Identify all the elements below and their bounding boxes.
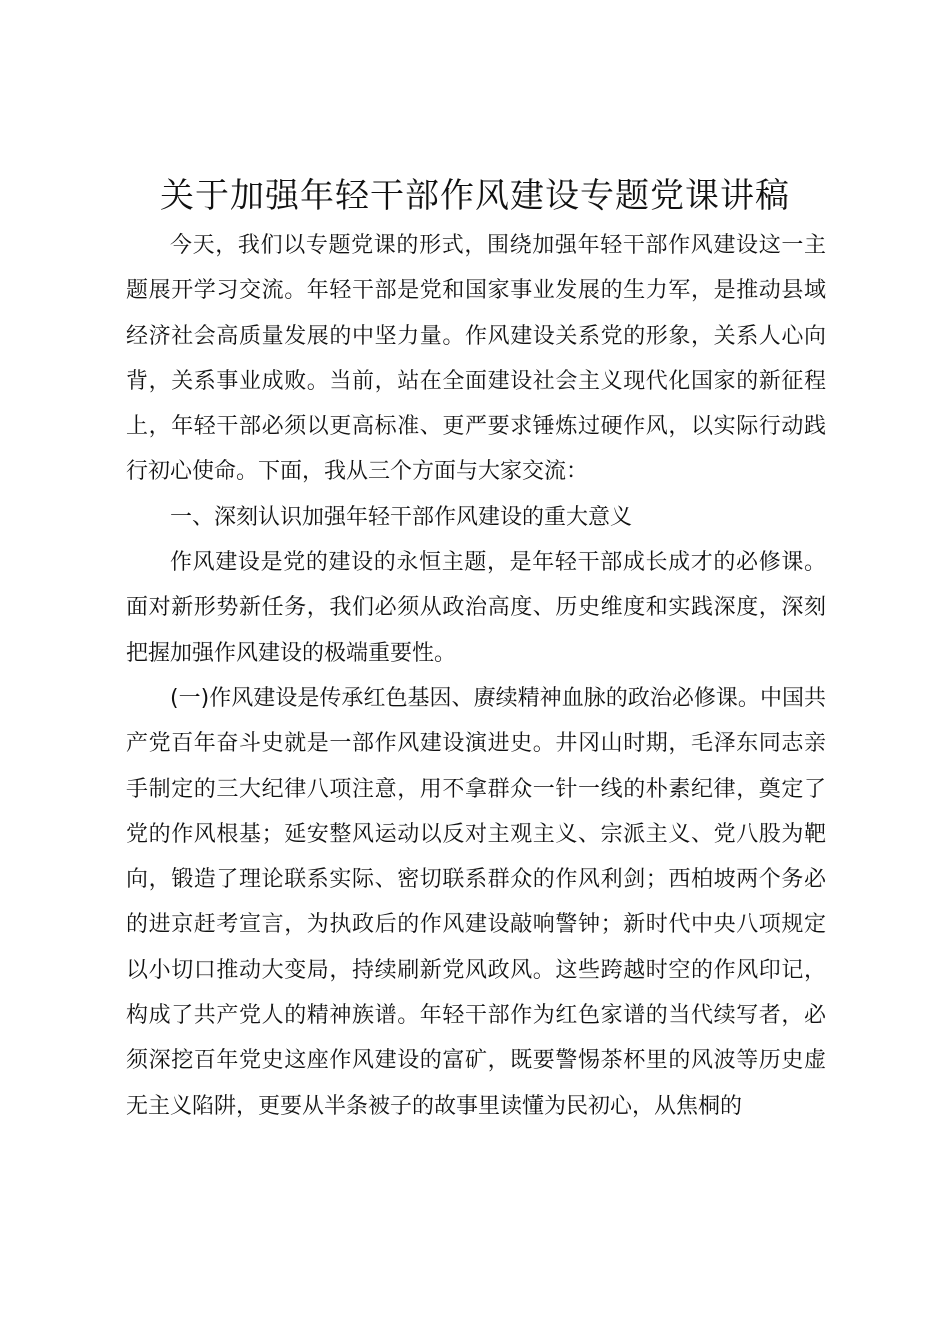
document-body [126, 223, 826, 1129]
section-heading-1: 一、深刻认识加强年轻干部作风建设的重大意义 [170, 504, 633, 530]
subsection-1-paragraph: (一)作风建设是传承红色基因、赓续精神血脉的政治必修课。中国共产党百年奋斗史就是一部作风建设演进史。井冈山时期，毛泽东同志亲手制定的三大纪律八项注意，用不拿群众一针一线的朴素纪律，奠定了党的作风根基；延安整风运动以反对主观主义、宗派主义、党八股为靶向，锻造了理论联系实际、密切联系群众的作风利剑；西柏坡两个务必的进京赶考宣言，为执政后的作风建设敲响警钟；新时代中央八项规定以小切口推动大变局，持续刷新党风政风。这些跨越时空的作风印记，构成了共产党人的精神族谱。年轻干部作为红色家谱的当代续写者，必须深挖百年党史这座作风建设的富矿，既要警惕茶杯里的风波等历史虚无主义陷阱，更要从半条被子的故事里读懂为民初心，从焦桐的 [126, 685, 826, 1119]
document-title: 关于加强年轻干部作风建设专题党课讲稿 [160, 176, 790, 216]
intro-paragraph: 今天，我们以专题党课的形式，围绕加强年轻干部作风建设这一主题展开学习交流。年轻干部是党和国家事业发展的生力军，是推动县域经济社会高质量发展的中坚力量。作风建设关系党的形象，关系人心向背，关系事业成败。当前，站在全面建设社会主义现代化国家的新征程上，年轻干部必须以更高标准、更严要求锤炼过硬作风，以实际行动践行初心使命。下面，我从三个方面与大家交流： [126, 233, 826, 485]
section-1-intro-paragraph: 作风建设是党的建设的永恒主题，是年轻干部成长成才的必修课。面对新形势新任务，我们必须从政治高度、历史维度和实践深度，深刻把握加强作风建设的极端重要性。 [126, 550, 826, 666]
